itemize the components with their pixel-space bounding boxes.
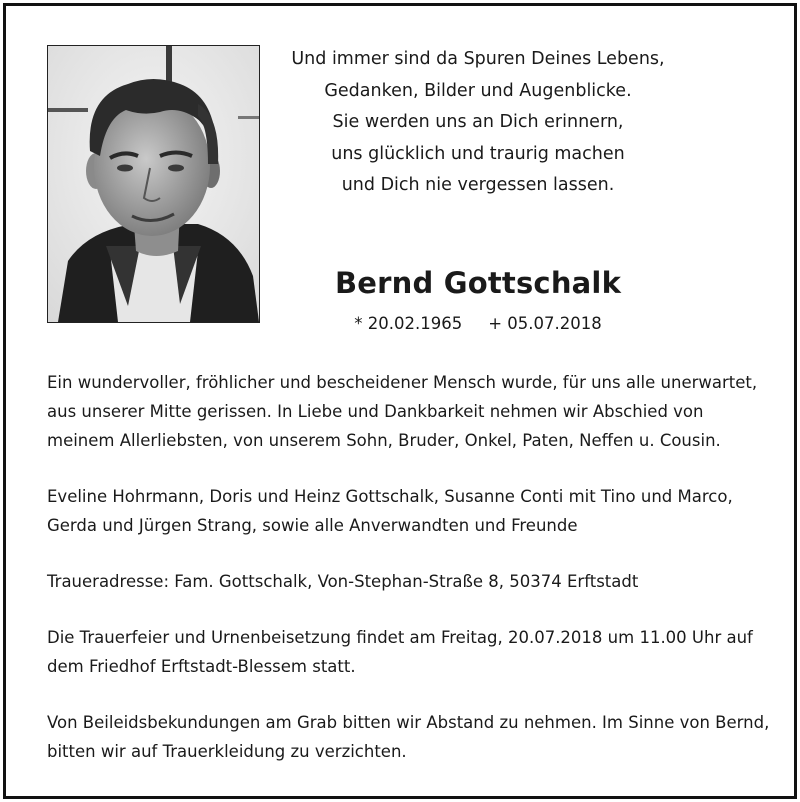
- text-line: Die Trauerfeier und Urnenbeisetzung findet am Freitag, 20.07.2018 um 11.00 Uhr auf: [47, 628, 753, 647]
- memorial-poem: [268, 44, 688, 202]
- life-dates: [268, 311, 688, 337]
- death-date: + 05.07.2018: [488, 314, 602, 333]
- notice-body: [47, 368, 770, 766]
- poem-line: Sie werden uns an Dich erinnern,: [332, 112, 624, 132]
- text-line: Ein wundervoller, fröhlicher und bescheidener Mensch wurde, für uns alle unerwartet,: [47, 373, 758, 392]
- portrait-image: [48, 46, 259, 322]
- text-line: dem Friedhof Erftstadt-Blessem statt.: [47, 657, 356, 676]
- poem-line: und Dich nie vergessen lassen.: [341, 175, 615, 195]
- birth-date: * 20.02.1965: [354, 314, 463, 333]
- text-line: Gerda und Jürgen Strang, sowie alle Anverwandten und Freunde: [47, 516, 578, 535]
- text-line: aus unserer Mitte gerissen. In Liebe und Dankbarkeit nehmen wir Abschied von: [47, 402, 704, 421]
- deceased-name: Bernd Gottschalk: [334, 266, 622, 300]
- portrait-photo: [47, 45, 260, 323]
- text-line: bitten wir auf Trauerkleidung zu verzichten.: [47, 742, 407, 761]
- text-line: meinem Allerliebsten, von unserem Sohn, Bruder, Onkel, Paten, Neffen u. Cousin.: [47, 431, 721, 450]
- poem-line: Und immer sind da Spuren Deines Lebens,: [291, 49, 665, 69]
- text-line: Traueradresse: Fam. Gottschalk, Von-Stephan-Straße 8, 50374 Erftstadt: [47, 572, 639, 591]
- poem-line: Gedanken, Bilder und Augenblicke.: [324, 80, 632, 101]
- text-line: Eveline Hohrmann, Doris und Heinz Gottschalk, Susanne Conti mit Tino und Marco,: [47, 487, 733, 506]
- poem-line: uns glücklich und traurig machen: [331, 143, 625, 164]
- text-line: Von Beileidsbekundungen am Grab bitten wir Abstand zu nehmen. Im Sinne von Bernd,: [47, 713, 770, 732]
